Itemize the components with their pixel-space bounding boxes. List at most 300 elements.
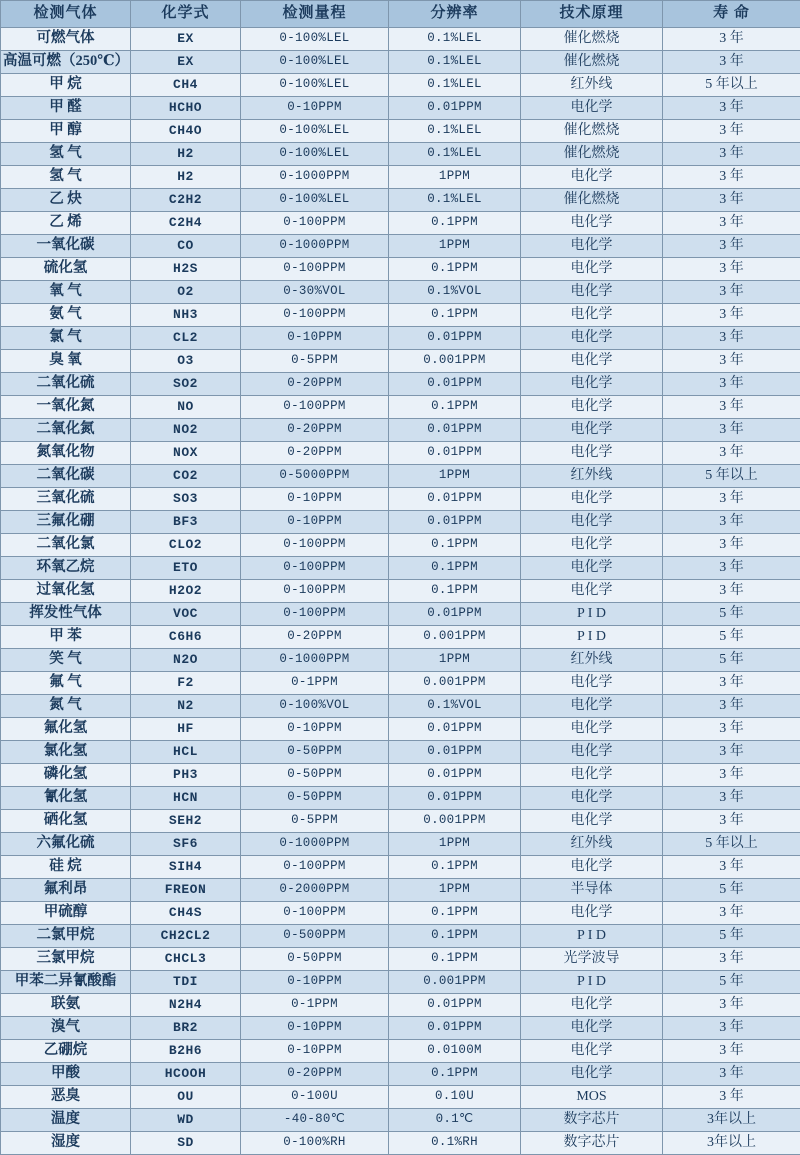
- cell-resolution: 0.01PPM: [389, 419, 521, 442]
- cell-detection-range: -40-80℃: [241, 1109, 389, 1132]
- cell-technical-principle: 数字芯片: [521, 1109, 663, 1132]
- cell-gas-name: 温度: [1, 1109, 131, 1132]
- cell-chemical-formula: N2: [131, 695, 241, 718]
- cell-chemical-formula: ETO: [131, 557, 241, 580]
- cell-gas-name: 磷化氢: [1, 764, 131, 787]
- table-row: [1, 212, 800, 235]
- cell-service-life: 5 年以上: [663, 74, 800, 97]
- cell-service-life: 3 年: [663, 304, 800, 327]
- cell-technical-principle: 电化学: [521, 741, 663, 764]
- cell-chemical-formula: SO2: [131, 373, 241, 396]
- cell-service-life: 3 年: [663, 1040, 800, 1063]
- cell-detection-range: 0-100PPM: [241, 603, 389, 626]
- table-row: [1, 120, 800, 143]
- cell-detection-range: 0-100%LEL: [241, 74, 389, 97]
- cell-gas-name: 联氨: [1, 994, 131, 1017]
- cell-service-life: 3 年: [663, 1017, 800, 1040]
- cell-resolution: 1PPM: [389, 833, 521, 856]
- cell-technical-principle: 电化学: [521, 166, 663, 189]
- table-row: [1, 304, 800, 327]
- cell-resolution: 0.1PPM: [389, 948, 521, 971]
- table-row: [1, 925, 800, 948]
- cell-service-life: 3 年: [663, 442, 800, 465]
- cell-gas-name: 氮氧化物: [1, 442, 131, 465]
- cell-gas-name: 氯化氢: [1, 741, 131, 764]
- cell-service-life: 3 年: [663, 235, 800, 258]
- cell-service-life: 3 年: [663, 1086, 800, 1109]
- cell-service-life: 3 年: [663, 143, 800, 166]
- cell-detection-range: 0-100PPM: [241, 396, 389, 419]
- cell-detection-range: 0-100%VOL: [241, 695, 389, 718]
- cell-detection-range: 0-1000PPM: [241, 166, 389, 189]
- cell-technical-principle: 电化学: [521, 1063, 663, 1086]
- cell-detection-range: 0-1000PPM: [241, 235, 389, 258]
- cell-service-life: 3 年: [663, 787, 800, 810]
- table-row: [1, 258, 800, 281]
- cell-detection-range: 0-100%LEL: [241, 189, 389, 212]
- table-row: [1, 235, 800, 258]
- cell-chemical-formula: H2O2: [131, 580, 241, 603]
- cell-chemical-formula: HCHO: [131, 97, 241, 120]
- cell-service-life: 5 年: [663, 603, 800, 626]
- cell-service-life: 5 年: [663, 971, 800, 994]
- cell-technical-principle: 电化学: [521, 810, 663, 833]
- cell-service-life: 3年以上: [663, 1132, 800, 1155]
- cell-service-life: 3 年: [663, 534, 800, 557]
- cell-gas-name: 氢 气: [1, 166, 131, 189]
- table-row: [1, 764, 800, 787]
- cell-technical-principle: 光学波导: [521, 948, 663, 971]
- cell-gas-name: 湿度: [1, 1132, 131, 1155]
- cell-gas-name: 氧 气: [1, 281, 131, 304]
- cell-gas-name: 甲硫醇: [1, 902, 131, 925]
- cell-detection-range: 0-2000PPM: [241, 879, 389, 902]
- cell-service-life: 3 年: [663, 166, 800, 189]
- table-row: [1, 1086, 800, 1109]
- cell-technical-principle: 电化学: [521, 488, 663, 511]
- cell-resolution: 1PPM: [389, 166, 521, 189]
- cell-chemical-formula: C2H4: [131, 212, 241, 235]
- table-row: [1, 626, 800, 649]
- cell-chemical-formula: OU: [131, 1086, 241, 1109]
- table-row: [1, 672, 800, 695]
- cell-chemical-formula: PH3: [131, 764, 241, 787]
- cell-resolution: 0.1PPM: [389, 1063, 521, 1086]
- cell-gas-name: 硫化氢: [1, 258, 131, 281]
- cell-resolution: 0.1PPM: [389, 557, 521, 580]
- cell-resolution: 0.001PPM: [389, 626, 521, 649]
- cell-chemical-formula: FREON: [131, 879, 241, 902]
- cell-gas-name: 三氧化硫: [1, 488, 131, 511]
- cell-chemical-formula: SIH4: [131, 856, 241, 879]
- cell-chemical-formula: BF3: [131, 511, 241, 534]
- cell-resolution: 0.001PPM: [389, 672, 521, 695]
- cell-service-life: 3 年: [663, 856, 800, 879]
- cell-detection-range: 0-100%LEL: [241, 28, 389, 51]
- cell-resolution: 0.1%LEL: [389, 189, 521, 212]
- cell-resolution: 1PPM: [389, 879, 521, 902]
- cell-resolution: 0.1%VOL: [389, 281, 521, 304]
- cell-service-life: 5 年: [663, 649, 800, 672]
- cell-chemical-formula: H2: [131, 143, 241, 166]
- cell-resolution: 0.001PPM: [389, 971, 521, 994]
- cell-resolution: 0.1PPM: [389, 304, 521, 327]
- cell-gas-name: 乙 炔: [1, 189, 131, 212]
- table-row: [1, 695, 800, 718]
- cell-detection-range: 0-100%LEL: [241, 120, 389, 143]
- cell-service-life: 3 年: [663, 28, 800, 51]
- cell-gas-name: 二氧化硫: [1, 373, 131, 396]
- cell-gas-name: 氮 气: [1, 695, 131, 718]
- cell-service-life: 5 年: [663, 879, 800, 902]
- cell-resolution: 0.01PPM: [389, 373, 521, 396]
- table-row: [1, 971, 800, 994]
- cell-detection-range: 0-20PPM: [241, 1063, 389, 1086]
- cell-technical-principle: 催化燃烧: [521, 143, 663, 166]
- cell-gas-name: 恶臭: [1, 1086, 131, 1109]
- cell-chemical-formula: VOC: [131, 603, 241, 626]
- cell-chemical-formula: N2O: [131, 649, 241, 672]
- cell-technical-principle: 电化学: [521, 718, 663, 741]
- cell-chemical-formula: HCL: [131, 741, 241, 764]
- cell-gas-name: 二氯甲烷: [1, 925, 131, 948]
- table-row: [1, 603, 800, 626]
- table-row: [1, 327, 800, 350]
- table-row: [1, 879, 800, 902]
- cell-detection-range: 0-1000PPM: [241, 833, 389, 856]
- table-row: [1, 28, 800, 51]
- table-row: [1, 396, 800, 419]
- cell-chemical-formula: HCOOH: [131, 1063, 241, 1086]
- cell-chemical-formula: EX: [131, 28, 241, 51]
- cell-gas-name: 一氧化氮: [1, 396, 131, 419]
- cell-gas-name: 臭 氧: [1, 350, 131, 373]
- cell-chemical-formula: HF: [131, 718, 241, 741]
- cell-resolution: 0.1PPM: [389, 856, 521, 879]
- cell-chemical-formula: B2H6: [131, 1040, 241, 1063]
- cell-detection-range: 0-10PPM: [241, 327, 389, 350]
- table-row: [1, 1040, 800, 1063]
- cell-chemical-formula: CLO2: [131, 534, 241, 557]
- cell-gas-name: 二氧化氮: [1, 419, 131, 442]
- cell-gas-name: 六氟化硫: [1, 833, 131, 856]
- cell-technical-principle: 电化学: [521, 419, 663, 442]
- cell-gas-name: 氟化氢: [1, 718, 131, 741]
- cell-gas-name: 一氧化碳: [1, 235, 131, 258]
- cell-gas-name: 高温可燃（250℃）: [1, 51, 131, 74]
- table-row: [1, 166, 800, 189]
- cell-gas-name: 氟利昂: [1, 879, 131, 902]
- cell-technical-principle: 红外线: [521, 74, 663, 97]
- column-header-resolution: 分辨率: [389, 1, 521, 28]
- cell-resolution: 0.1PPM: [389, 258, 521, 281]
- table-body: [1, 28, 800, 1155]
- cell-chemical-formula: CH4O: [131, 120, 241, 143]
- cell-resolution: 0.1PPM: [389, 925, 521, 948]
- cell-gas-name: 乙 烯: [1, 212, 131, 235]
- cell-resolution: 0.1PPM: [389, 580, 521, 603]
- table-row: [1, 833, 800, 856]
- cell-resolution: 0.01PPM: [389, 603, 521, 626]
- cell-resolution: 0.01PPM: [389, 994, 521, 1017]
- cell-technical-principle: MOS: [521, 1086, 663, 1109]
- cell-gas-name: 甲 烷: [1, 74, 131, 97]
- cell-technical-principle: 红外线: [521, 833, 663, 856]
- cell-detection-range: 0-1PPM: [241, 672, 389, 695]
- cell-technical-principle: 电化学: [521, 258, 663, 281]
- cell-service-life: 3 年: [663, 764, 800, 787]
- cell-chemical-formula: C6H6: [131, 626, 241, 649]
- cell-detection-range: 0-10PPM: [241, 511, 389, 534]
- cell-technical-principle: 催化燃烧: [521, 51, 663, 74]
- cell-resolution: 0.1%VOL: [389, 695, 521, 718]
- cell-resolution: 0.01PPM: [389, 787, 521, 810]
- cell-resolution: 0.01PPM: [389, 97, 521, 120]
- cell-service-life: 3 年: [663, 327, 800, 350]
- cell-detection-range: 0-100%LEL: [241, 143, 389, 166]
- cell-gas-name: 二氧化氯: [1, 534, 131, 557]
- cell-technical-principle: 电化学: [521, 764, 663, 787]
- cell-gas-name: 三氯甲烷: [1, 948, 131, 971]
- cell-service-life: 3 年: [663, 396, 800, 419]
- cell-detection-range: 0-20PPM: [241, 419, 389, 442]
- cell-gas-name: 挥发性气体: [1, 603, 131, 626]
- cell-technical-principle: 电化学: [521, 534, 663, 557]
- table-row: [1, 442, 800, 465]
- cell-gas-name: 氯 气: [1, 327, 131, 350]
- cell-technical-principle: 电化学: [521, 235, 663, 258]
- cell-technical-principle: P I D: [521, 603, 663, 626]
- cell-detection-range: 0-100PPM: [241, 856, 389, 879]
- cell-detection-range: 0-20PPM: [241, 373, 389, 396]
- cell-detection-range: 0-5PPM: [241, 350, 389, 373]
- cell-service-life: 3 年: [663, 557, 800, 580]
- cell-detection-range: 0-50PPM: [241, 764, 389, 787]
- cell-detection-range: 0-100%LEL: [241, 51, 389, 74]
- cell-technical-principle: 红外线: [521, 465, 663, 488]
- cell-gas-name: 过氧化氢: [1, 580, 131, 603]
- cell-chemical-formula: WD: [131, 1109, 241, 1132]
- cell-chemical-formula: CO: [131, 235, 241, 258]
- cell-detection-range: 0-100U: [241, 1086, 389, 1109]
- cell-technical-principle: 电化学: [521, 856, 663, 879]
- table-row: [1, 741, 800, 764]
- column-header-principle: 技术原理: [521, 1, 663, 28]
- cell-chemical-formula: SD: [131, 1132, 241, 1155]
- table-row: [1, 1063, 800, 1086]
- table-row: [1, 97, 800, 120]
- cell-chemical-formula: NOX: [131, 442, 241, 465]
- cell-chemical-formula: CL2: [131, 327, 241, 350]
- cell-gas-name: 环氧乙烷: [1, 557, 131, 580]
- table-row: [1, 51, 800, 74]
- cell-resolution: 0.1℃: [389, 1109, 521, 1132]
- cell-technical-principle: 电化学: [521, 442, 663, 465]
- cell-service-life: 3 年: [663, 212, 800, 235]
- cell-service-life: 5 年: [663, 925, 800, 948]
- cell-chemical-formula: F2: [131, 672, 241, 695]
- cell-resolution: 0.1%RH: [389, 1132, 521, 1155]
- cell-service-life: 3 年: [663, 419, 800, 442]
- cell-gas-name: 三氟化硼: [1, 511, 131, 534]
- cell-service-life: 5 年以上: [663, 833, 800, 856]
- cell-gas-name: 氰化氢: [1, 787, 131, 810]
- table-row: [1, 488, 800, 511]
- cell-gas-name: 笑 气: [1, 649, 131, 672]
- cell-resolution: 0.01PPM: [389, 741, 521, 764]
- cell-technical-principle: 电化学: [521, 695, 663, 718]
- cell-chemical-formula: C2H2: [131, 189, 241, 212]
- cell-resolution: 0.01PPM: [389, 511, 521, 534]
- cell-resolution: 0.1PPM: [389, 212, 521, 235]
- cell-technical-principle: 半导体: [521, 879, 663, 902]
- cell-technical-principle: 催化燃烧: [521, 28, 663, 51]
- cell-chemical-formula: SEH2: [131, 810, 241, 833]
- cell-chemical-formula: NO2: [131, 419, 241, 442]
- cell-detection-range: 0-10PPM: [241, 1017, 389, 1040]
- cell-technical-principle: P I D: [521, 925, 663, 948]
- cell-resolution: 1PPM: [389, 465, 521, 488]
- cell-chemical-formula: O3: [131, 350, 241, 373]
- cell-technical-principle: P I D: [521, 626, 663, 649]
- cell-technical-principle: 电化学: [521, 281, 663, 304]
- cell-detection-range: 0-20PPM: [241, 442, 389, 465]
- cell-service-life: 3 年: [663, 350, 800, 373]
- cell-service-life: 3 年: [663, 741, 800, 764]
- cell-gas-name: 氨 气: [1, 304, 131, 327]
- table-row: [1, 74, 800, 97]
- cell-gas-name: 甲 苯: [1, 626, 131, 649]
- table-row: [1, 1017, 800, 1040]
- cell-technical-principle: 电化学: [521, 994, 663, 1017]
- cell-service-life: 3 年: [663, 488, 800, 511]
- cell-chemical-formula: TDI: [131, 971, 241, 994]
- column-header-formula: 化学式: [131, 1, 241, 28]
- cell-technical-principle: 电化学: [521, 672, 663, 695]
- cell-gas-name: 氢 气: [1, 143, 131, 166]
- cell-detection-range: 0-100PPM: [241, 304, 389, 327]
- cell-chemical-formula: BR2: [131, 1017, 241, 1040]
- cell-resolution: 0.001PPM: [389, 350, 521, 373]
- cell-chemical-formula: NO: [131, 396, 241, 419]
- cell-resolution: 1PPM: [389, 649, 521, 672]
- table-row: [1, 143, 800, 166]
- cell-technical-principle: 电化学: [521, 212, 663, 235]
- cell-service-life: 3 年: [663, 948, 800, 971]
- cell-detection-range: 0-100PPM: [241, 557, 389, 580]
- cell-detection-range: 0-50PPM: [241, 948, 389, 971]
- cell-technical-principle: 电化学: [521, 580, 663, 603]
- cell-service-life: 3年以上: [663, 1109, 800, 1132]
- table-header-row: [1, 1, 800, 28]
- table-row: [1, 649, 800, 672]
- column-header-life: 寿 命: [663, 1, 800, 28]
- cell-detection-range: 0-30%VOL: [241, 281, 389, 304]
- cell-technical-principle: 电化学: [521, 327, 663, 350]
- cell-service-life: 3 年: [663, 1063, 800, 1086]
- table-row: [1, 557, 800, 580]
- cell-resolution: 0.01PPM: [389, 718, 521, 741]
- cell-gas-name: 可燃气体: [1, 28, 131, 51]
- cell-technical-principle: 电化学: [521, 350, 663, 373]
- cell-resolution: 0.001PPM: [389, 810, 521, 833]
- cell-technical-principle: 电化学: [521, 396, 663, 419]
- cell-service-life: 3 年: [663, 994, 800, 1017]
- cell-technical-principle: 催化燃烧: [521, 120, 663, 143]
- cell-service-life: 3 年: [663, 718, 800, 741]
- table-row: [1, 856, 800, 879]
- table-row: [1, 718, 800, 741]
- cell-resolution: 0.1PPM: [389, 534, 521, 557]
- table-row: [1, 810, 800, 833]
- cell-service-life: 3 年: [663, 51, 800, 74]
- cell-service-life: 3 年: [663, 695, 800, 718]
- cell-resolution: 0.1%LEL: [389, 143, 521, 166]
- table-row: [1, 350, 800, 373]
- cell-detection-range: 0-100%RH: [241, 1132, 389, 1155]
- cell-detection-range: 0-10PPM: [241, 1040, 389, 1063]
- table-row: [1, 580, 800, 603]
- cell-gas-name: 甲苯二异氰酸酯: [1, 971, 131, 994]
- cell-detection-range: 0-1000PPM: [241, 649, 389, 672]
- cell-detection-range: 0-1PPM: [241, 994, 389, 1017]
- table-row: [1, 1132, 800, 1155]
- cell-technical-principle: 电化学: [521, 902, 663, 925]
- table-row: [1, 189, 800, 212]
- cell-detection-range: 0-50PPM: [241, 741, 389, 764]
- cell-service-life: 3 年: [663, 281, 800, 304]
- cell-detection-range: 0-100PPM: [241, 212, 389, 235]
- cell-service-life: 3 年: [663, 189, 800, 212]
- cell-chemical-formula: CO2: [131, 465, 241, 488]
- table-row: [1, 1109, 800, 1132]
- cell-resolution: 0.1PPM: [389, 902, 521, 925]
- cell-chemical-formula: SF6: [131, 833, 241, 856]
- column-header-range: 检测量程: [241, 1, 389, 28]
- cell-resolution: 0.01PPM: [389, 488, 521, 511]
- cell-detection-range: 0-100PPM: [241, 580, 389, 603]
- cell-chemical-formula: NH3: [131, 304, 241, 327]
- table-row: [1, 534, 800, 557]
- cell-chemical-formula: O2: [131, 281, 241, 304]
- cell-resolution: 0.01PPM: [389, 327, 521, 350]
- cell-detection-range: 0-10PPM: [241, 488, 389, 511]
- cell-resolution: 0.10U: [389, 1086, 521, 1109]
- cell-detection-range: 0-100PPM: [241, 258, 389, 281]
- cell-detection-range: 0-5000PPM: [241, 465, 389, 488]
- cell-resolution: 0.01PPM: [389, 442, 521, 465]
- cell-chemical-formula: CHCL3: [131, 948, 241, 971]
- cell-chemical-formula: HCN: [131, 787, 241, 810]
- cell-detection-range: 0-100PPM: [241, 534, 389, 557]
- cell-service-life: 3 年: [663, 580, 800, 603]
- cell-technical-principle: 电化学: [521, 1040, 663, 1063]
- cell-resolution: 0.0100M: [389, 1040, 521, 1063]
- cell-detection-range: 0-5PPM: [241, 810, 389, 833]
- table-row: [1, 281, 800, 304]
- cell-chemical-formula: EX: [131, 51, 241, 74]
- cell-service-life: 3 年: [663, 373, 800, 396]
- cell-service-life: 3 年: [663, 97, 800, 120]
- cell-detection-range: 0-10PPM: [241, 718, 389, 741]
- cell-gas-name: 硒化氢: [1, 810, 131, 833]
- cell-chemical-formula: H2S: [131, 258, 241, 281]
- cell-detection-range: 0-20PPM: [241, 626, 389, 649]
- cell-chemical-formula: CH2CL2: [131, 925, 241, 948]
- cell-gas-name: 甲 醛: [1, 97, 131, 120]
- table-row: [1, 948, 800, 971]
- table-row: [1, 787, 800, 810]
